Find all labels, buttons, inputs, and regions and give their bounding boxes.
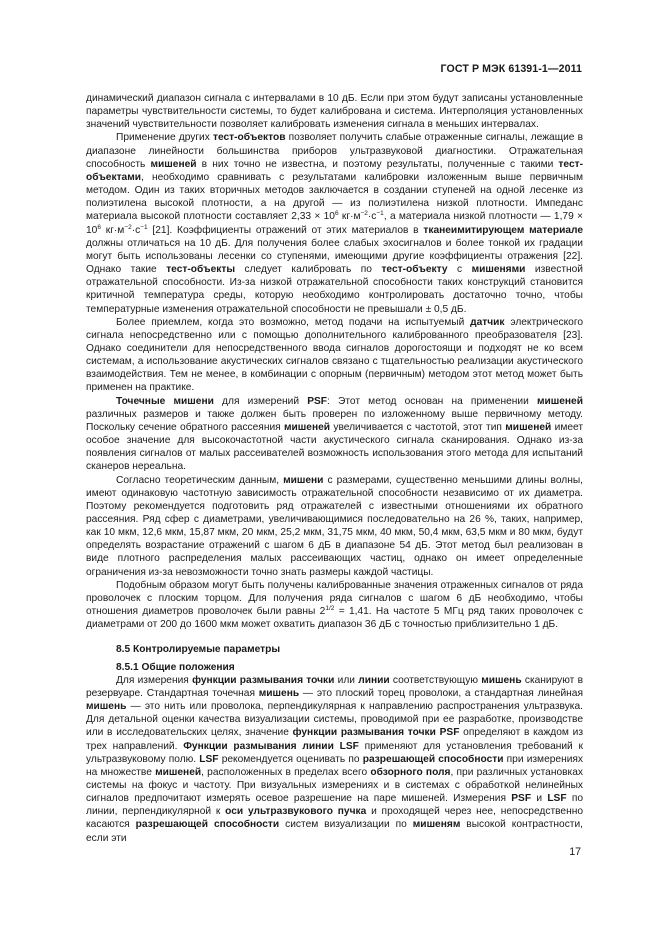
emphasis-term: тест-объектами [86,158,583,183]
paragraph-dynamic-range: динамический диапазон сигнала с интервалами в 10 дБ. Если при этом будут записаны установленные параметры чувствительности системы, то будет калибрована и система. Интерполяция установленных значений чувствительности позволяет калибровать изменения сигнала в меньших интервалах. [86,93,583,131]
superscript: −2 [124,223,132,231]
emphasis-term: LSF [547,793,567,805]
emphasis-term: PSF [511,793,532,805]
superscript: −1 [140,223,148,231]
emphasis-term: Функции размывания линии LSF [183,740,359,752]
section-heading: 8.5 Контролируемые параметры [116,644,281,656]
emphasis-term: мишеней [536,395,583,407]
emphasis-term: тест-объекты [166,264,236,276]
emphasis-term: мишеней [505,421,552,433]
emphasis-term: мишеням [412,819,461,831]
emphasis-term: функции размывания точки [192,674,335,686]
emphasis-term: LSF [199,753,219,765]
emphasis-term: оси ультразвукового пучка [225,806,367,818]
paragraph-point-targets: Точечные мишени для измерений PSF: Этот метод основан на применении мишеней различных размеров и также должен быть проверен по изложенному выше первичному методу. Поскольку сечение обратного рассеяния мишеней увеличивается с частотой, этот тип мишеней имеет особое значение для высокочастотной части акустического сигнала сканирования. Однако из-за появления сигналов от малых рассеивателей возможность использования этого метода для испытаний сканеров нереальна. [86,395,584,473]
emphasis-term: PSF [307,395,328,407]
emphasis-term: мишеней [150,158,197,170]
emphasis-term: функции размывания точки PSF [292,727,460,739]
superscript: −2 [360,210,368,218]
paragraph-test-objects: Применение других тест-объектов позволяет получить слабые отраженные сигналы, лежащие в диапазоне линейности большинства приборов ультразвуковой диагностики. Отражательная способность мишеней в них точно не известна, и поэтому результаты, полученные с такими тест-объектами, необходимо сравнивать с результатами калибровки изложенным выше первичным методом. Один из таких вторичных методов заключается в создании ступеней на одной лесенке из полиэтилена высокой плотности, а на другой — из полиэтилена низкой плотности. Импеданс материала высокой плотности составляет $2,33 \times 10^6$ $кг\cdot м^{-2}\cdot с^{-1}$, а материала низкой плотности — $1,79 \times 10^6$ $кг\cdot м^{-2}\cdot с^{-1}$ [21]. Коэффициенты отражений от этих материалов в тканеимитирующем материале должны отличаться на 10 дБ. Для получения более слабых эхосигналов и более тонкой их градации могут быть использованы лесенки со ступенями, имеющими другие коэффициенты отражения [22]. Однако такие тест-объекты следует калибровать по тест-объекту с мишенями известной отражательной способности. Из-за низкой отражательной способности таких конструкций становится критичной температура среды, которую необходимо контролировать достаточно точно, чтобы температурные изменения отражательной способности не превышали ± 0,5 дБ. [86,132,584,315]
emphasis-term: тест-объекту [381,264,448,276]
superscript: −1 [376,210,384,218]
paragraph-theory: Согласно теоретическим данным, мишени с размерами, существенно меньшими длины волны, имеют одинаковую частотную зависимость отражательной способности независимо от их диаметра. Поэтому рекомендуется подготовить ряд отражателей с известными отношениями их обратного рассеяния. Ряд сфер с диаметрами, увеличивающимися последовательно на 26 %, таких, например, как 10 мкм, 12,6 мкм, 15,87 мкм, 20 мкм, 25,2 мкм, 31,75 мкм, 40 мкм, 50,4 мкм, 63,5 мкм и 80 мкм, будут определять возрастание отражений с шагом 6 дБ в диапазоне 54 дБ. Этот метод был реализован в виде плотного распределения малых рассеивающих частиц, однако он имеет определенные ограничения из-за невозможности точно знать размеры каждой частицы. [86,474,583,578]
emphasis-term: датчик [470,316,505,328]
emphasis-term: мишень [258,687,300,699]
emphasis-term: тест-объектов [212,132,286,144]
emphasis-term: тканеимитирующем материале [423,224,584,236]
page-number: 17 [569,846,581,858]
emphasis-term: мишеней [155,766,202,778]
standard-designation: ГОСТ Р МЭК 61391-1—2011 [440,63,582,75]
superscript: 6 [334,210,339,218]
emphasis-term: линии [358,674,390,686]
emphasis-term: обзорного поля [370,766,451,778]
paragraph-wires: Подобным образом могут быть получены калиброванные значения отраженных сигналов от ряда проволочек с плоским торцом. Для получения ряда сигналов с шагом 6 дБ необходимо, чтобы отношения диаметров проволочек были равны $2^{1/2} = 1,41$. На частоте 5 МГц ряд таких проволочек с диаметрами от 200 до 1600 мкм может охватить диапазон 36 дБ с точностью приблизительно 1 дБ. [86,579,583,631]
document-body [86,92,583,845]
emphasis-term: мишень [481,674,522,686]
emphasis-term: разрешающей способности [135,819,280,831]
emphasis-term: мишень [86,701,127,713]
superscript: 1/2 [325,605,335,613]
emphasis-term: Точечные мишени [116,395,214,407]
emphasis-term: мишенями [471,264,526,276]
emphasis-term: мишеней [284,421,331,433]
emphasis-term: мишени [283,474,324,486]
superscript: 6 [97,223,101,231]
subsection-heading: 8.5.1 Общие положения [116,661,235,673]
paragraph-psf-lsf: Для измерения функции размывания точки или линии соответствующую мишень сканируют в резервуаре. Стандартная точечная мишень — это плоский торец проволоки, а стандартная линейная мишень — это нить или проволока, перпендикулярная к направлению распространения ультразвука. Для детальной оценки качества визуализации системы, проводимой при ее разработке, производстве или в исследовательских целях, значение функции размывания точки PSF определяют в каждом из трех направлений. Функции размывания линии LSF применяют для установления требований к ультразвуковому полю. LSF рекомендуется оценивать по разрешающей способности при измерениях на множестве мишеней, расположенных в пределах всего обзорного поля, при различных установках системы на фокус и частоту. При визуальных измерениях и в системах с обработкой нелинейных сигналов предпочитают измерять осевое разрешение на паре мишеней. Измерения PSF и LSF по линии, перпендикулярной к оси ультразвукового пучка и проходящей через нее, непосредственно касаются разрешающей способности систем визуализации по мишеням высокой контрастности, если эти [86,674,584,844]
paragraph-signal-feed: Более приемлем, когда это возможно, метод подачи на испытуемый датчик электрического сигнала непосредственно или с помощью дополнительного калиброванного преобразователя [23]. Однако соединители для непосредственного ввода сигналов дорогостоящи и подходят не ко всем системам, а использование акустических сигналов связано с тщательностью реализации акустического взаимодействия. Тем не менее, в комбинации с опорным (первичным) методом этот метод может быть применен на практике. [86,316,583,394]
emphasis-term: разрешающей способности [362,753,504,765]
